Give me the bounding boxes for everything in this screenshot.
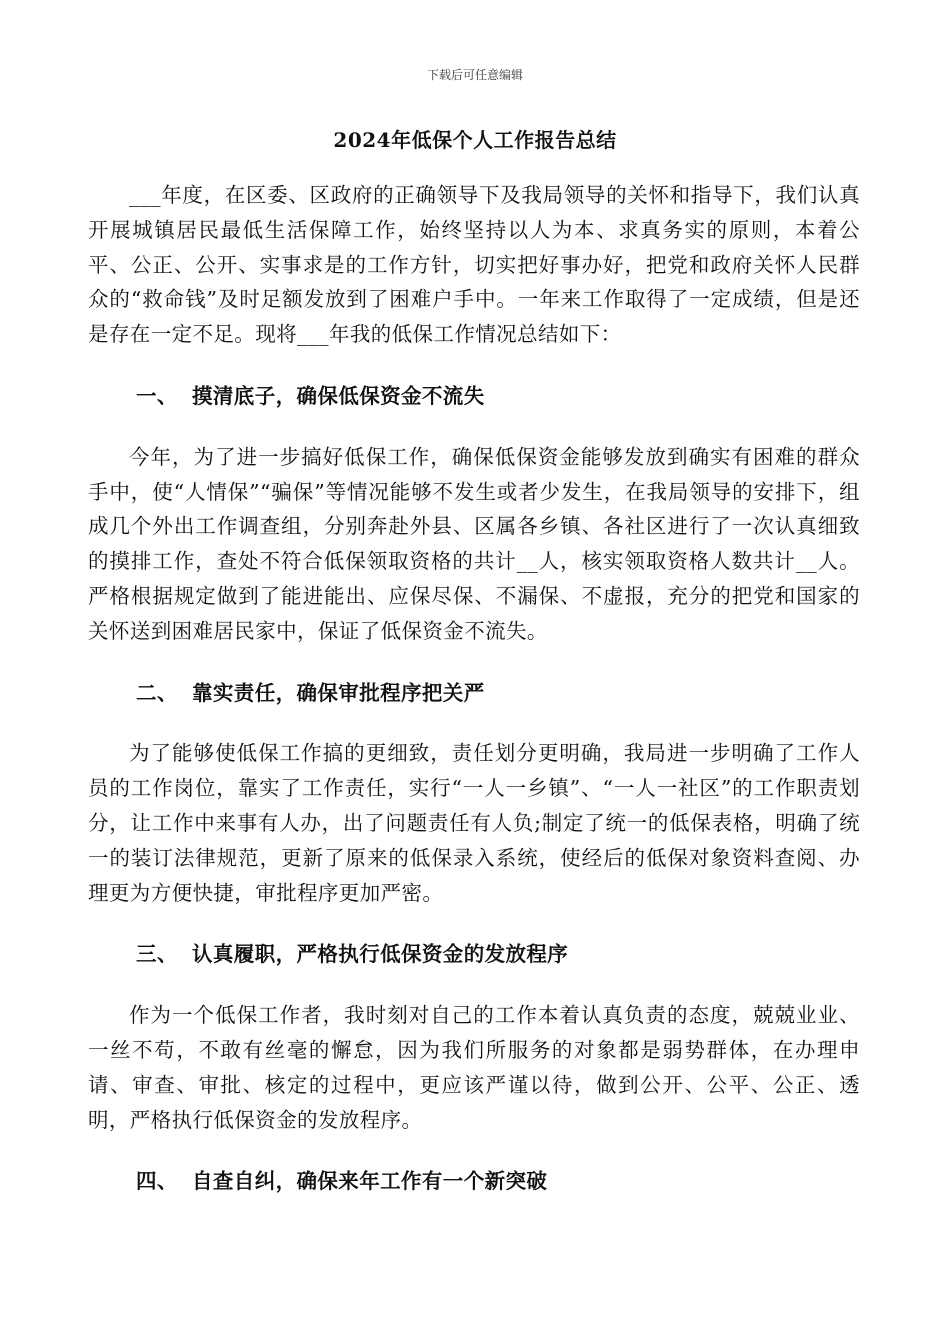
section-2-title: 靠实责任，确保审批程序把关严 — [192, 680, 485, 705]
intro-paragraph: ___年度，在区委、区政府的正确领导下及我局领导的关怀和指导下，我们认真开展城镇居民最低生活保障工作，始终坚持以人为本、求真务实的原则，本着公平、公正、公开、实事求是的工作方针，切实把好事办好，把党和政府关怀人民群众的“救命钱”及时足额发放到了困难户手中。一年来工作取得了一定成绩，但是还是存在一定不足。现将___年我的低保工作情况总结如下： — [88, 183, 860, 347]
section-4-title: 自查自纠，确保来年工作有一个新突破 — [192, 1169, 548, 1194]
section-2-paragraph: 为了能够使低保工作搞的更细致，责任划分更明确，我局进一步明确了工作人员的工作岗位，靠实了工作责任，实行“一人一乡镇”、“一人一社区”的工作职责划分，让工作中来事有人办，出了问题责任有人负;制定了统一的低保表格，明确了统一的装订法律规范，更新了原来的低保录入系统，使经后的低保对象资料查阅、办理更为方便快捷，审批程序更加严密。 — [88, 741, 860, 905]
section-1-number: 一、 — [136, 383, 178, 408]
section-3-title: 认真履职，严格执行低保资金的发放程序 — [192, 942, 569, 967]
section-2-heading — [88, 676, 860, 711]
header-note: 下载后可任意编辑 — [426, 68, 523, 82]
section-3-heading — [88, 937, 860, 972]
document-title: 2024年低保个人工作报告总结 — [333, 128, 617, 152]
document-body — [88, 178, 860, 1199]
section-1-title: 摸清底子，确保低保资金不流失 — [192, 383, 485, 408]
section-4-heading — [88, 1164, 860, 1199]
section-2-number: 二、 — [136, 680, 178, 705]
section-3-paragraph: 作为一个低保工作者，我时刻对自己的工作本着认真负责的态度，兢兢业业、一丝不苟，不敢有丝毫的懈怠，因为我们所服务的对象都是弱势群体，在办理申请、审查、审批、核定的过程中，更应该严谨以待，做到公开、公平、公正、透明，严格执行低保资金的发放程序。 — [88, 1003, 860, 1132]
section-1-heading — [88, 379, 860, 414]
section-3-number: 三、 — [136, 942, 178, 967]
section-1-paragraph: 今年，为了进一步搞好低保工作，确保低保资金能够发放到确实有困难的群众手中，使“人情保”“骗保”等情况能够不发生或者少发生，在我局领导的安排下，组成几个外出工作调查组，分别奔赴外县、区属各乡镇、各社区进行了一次认真细致的摸排工作，查处不符合低保领取资格的共计__人，核实领取资格人数共计__人。严格根据规定做到了能进能出、应保尽保、不漏保、不虚报，充分的把党和国家的关怀送到困难居民家中，保证了低保资金不流失。 — [88, 444, 860, 643]
section-4-number: 四、 — [136, 1169, 178, 1194]
